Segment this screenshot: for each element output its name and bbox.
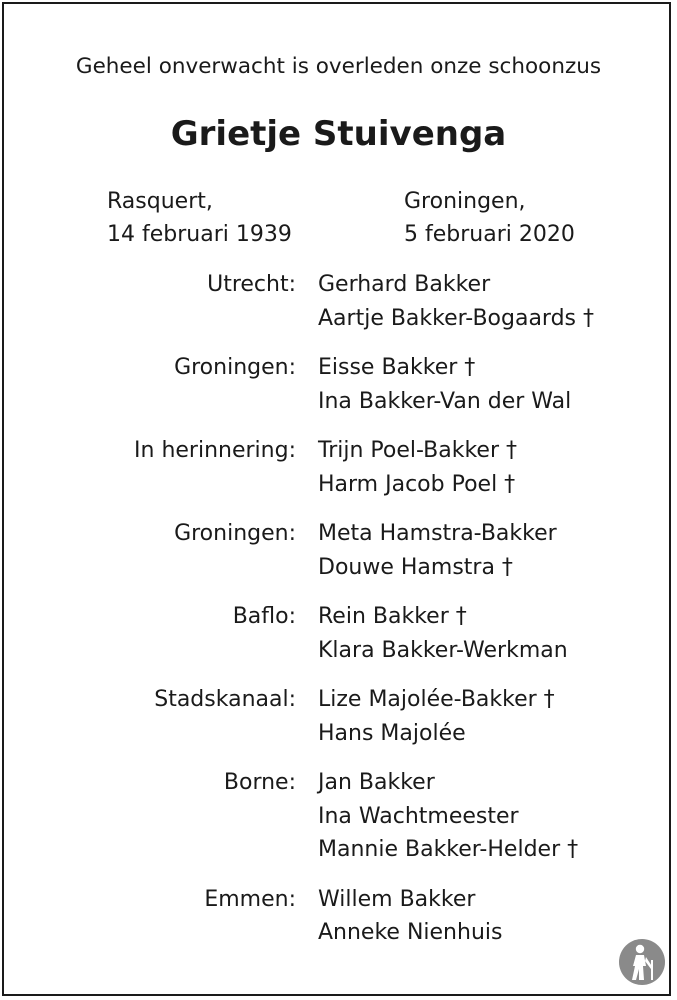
family-member: Hans Majolée (318, 720, 466, 746)
family-members (318, 517, 677, 584)
intro-text: Geheel onverwacht is overleden onze schoonzus (75, 54, 602, 79)
walking-person-logo-icon (618, 938, 666, 986)
family-group (0, 268, 677, 335)
family-member: Ina Wachtmeester (318, 803, 519, 829)
family-location: Utrecht: (207, 272, 296, 297)
family-member: Aartje Bakker-Bogaards † (318, 305, 594, 331)
family-members (318, 600, 677, 667)
family-location: Groningen: (174, 355, 296, 380)
family-group (0, 351, 677, 418)
family-member: Anneke Nienhuis (318, 920, 503, 945)
family-members (318, 351, 677, 418)
family-member: Jan Bakker (318, 770, 435, 795)
family-location: Stadskanaal: (154, 687, 296, 712)
birth-place: Rasquert, (107, 189, 213, 214)
family-members (318, 268, 677, 335)
family-location: Emmen: (204, 886, 296, 912)
family-group (0, 683, 677, 750)
family-location: Baflo: (232, 604, 296, 629)
family-member: Meta Hamstra-Bakker (318, 521, 557, 546)
family-member: Klara Bakker-Werkman (318, 637, 568, 663)
family-group (0, 600, 677, 667)
family-member: Harm Jacob Poel † (318, 471, 516, 497)
death-info (404, 185, 575, 251)
family-member: Willem Bakker (318, 886, 476, 912)
family-location: In herinnering: (134, 438, 296, 463)
family-location: Groningen: (174, 521, 296, 546)
death-date: 5 februari 2020 (404, 222, 575, 247)
deceased-name: Grietje Stuivenga (170, 114, 507, 154)
family-member: Gerhard Bakker (318, 272, 491, 297)
family-location: Borne: (223, 770, 296, 795)
family-member: Eisse Bakker † (318, 355, 476, 380)
family-group (0, 517, 677, 584)
family-list (0, 268, 677, 966)
family-members (318, 766, 677, 867)
family-group (0, 434, 677, 501)
family-member: Douwe Hamstra † (318, 554, 513, 580)
family-member: Ina Bakker-Van der Wal (318, 388, 572, 414)
family-members (318, 434, 677, 501)
death-place: Groningen, (404, 189, 526, 214)
birth-date: 14 februari 1939 (107, 222, 292, 247)
family-member: Mannie Bakker-Helder † (318, 837, 579, 862)
family-members (318, 683, 677, 750)
family-member: Trijn Poel-Bakker † (318, 438, 517, 463)
family-member: Lize Majolée-Bakker † (318, 687, 555, 712)
birth-info (107, 185, 292, 251)
family-member: Rein Bakker † (318, 604, 467, 629)
family-group (0, 766, 677, 867)
family-group (0, 883, 677, 950)
